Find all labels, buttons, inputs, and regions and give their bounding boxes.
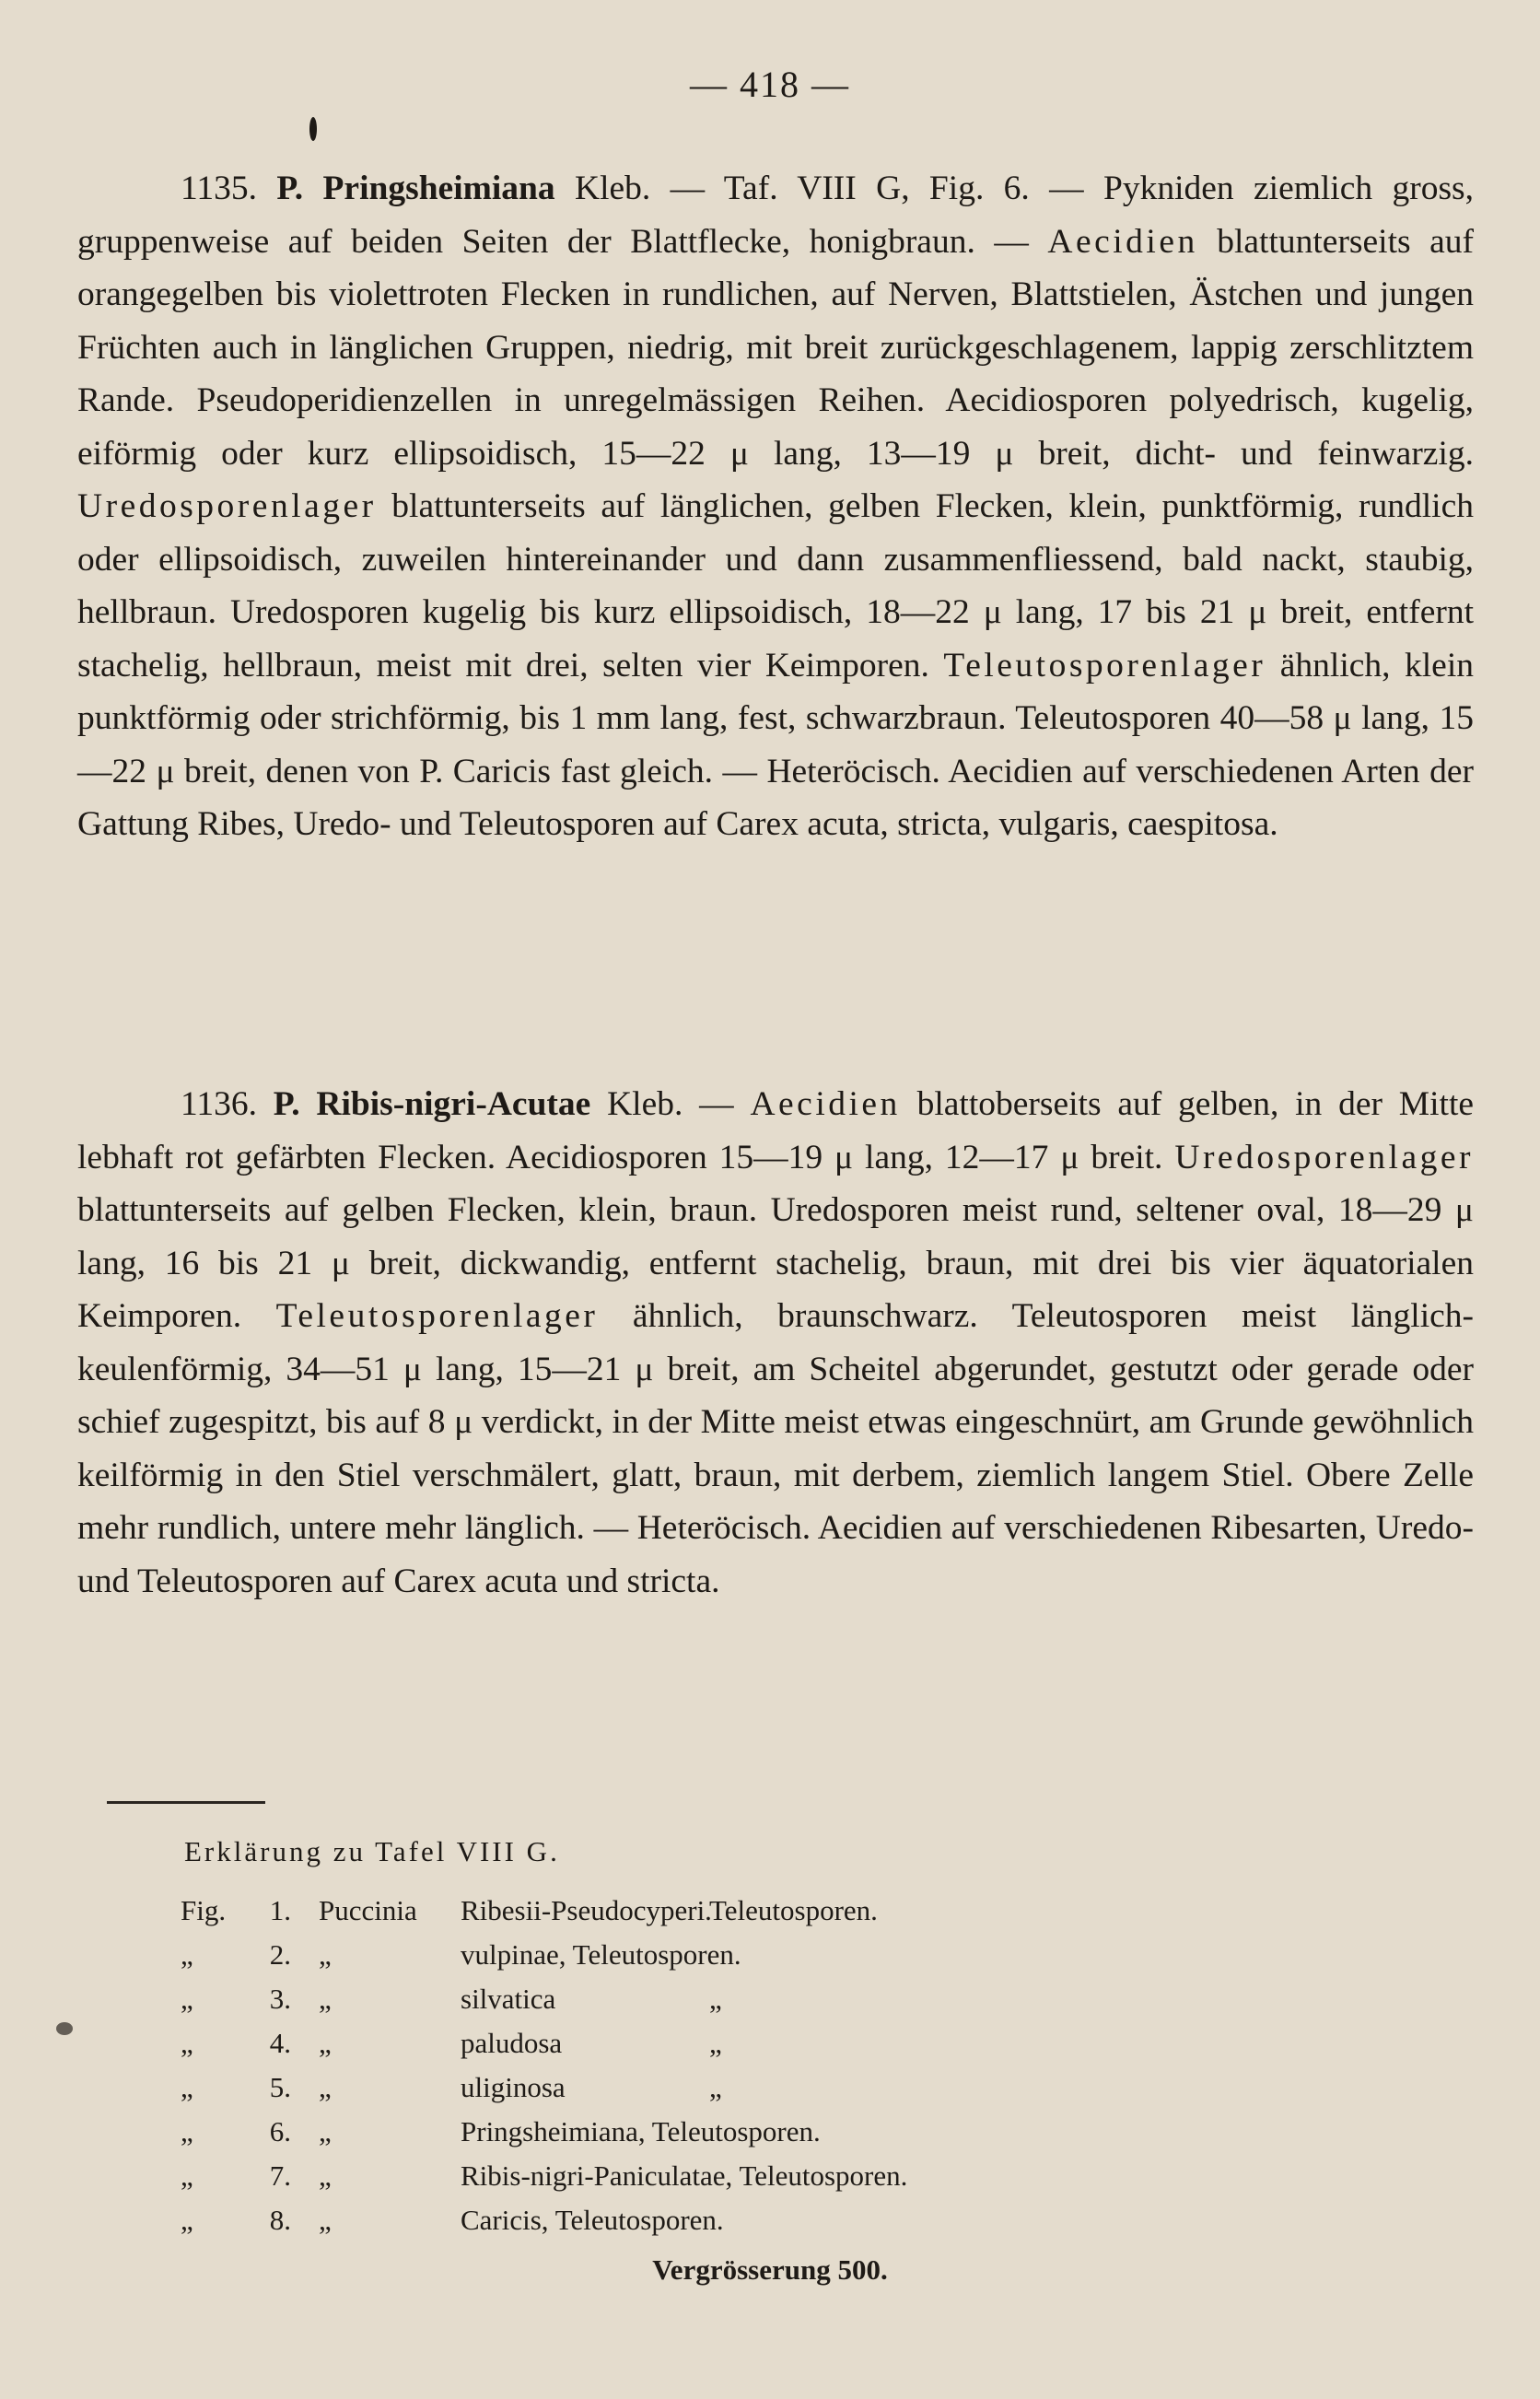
entry-number: 1136.: [181, 1085, 257, 1123]
spore-stage-term: Teleutosporenlager: [943, 646, 1266, 685]
legend-species: Ribis-nigri-Paniculatae, Teleutosporen.: [461, 2159, 908, 2192]
legend-genus: „: [319, 1938, 332, 1971]
spore-stage-term: Aecidien: [750, 1085, 901, 1123]
legend-title: Erklärung zu Tafel VIII G.: [184, 1835, 560, 1867]
legend-genus: „: [319, 2071, 332, 2103]
entry-text: blattunterseits auf orangegelben bis violettroten Flecken in rundlichen, auf Nerven, Blattstielen, Ästchen und jungen Früchten auch in länglichen Gruppen, niedrig, mit breit zurückgeschlagenem, lappig zerschlitztem Rande. Pseudoperidienzellen in unregelmässigen Reihen. Aecidiosporen polyedrisch, kugelig, eiförmig oder kurz ellipsoidisch, 15—22 μ lang, 13—19 μ breit, dicht- und feinwarzig.: [77, 222, 1474, 473]
legend-num: 4.: [269, 2027, 291, 2059]
magnification-note: Vergrösserung 500.: [652, 2253, 888, 2286]
legend-extra: „: [709, 2027, 722, 2059]
legend-species: paludosa: [461, 2027, 563, 2059]
species-name: P. Ribis-nigri-Acutae: [273, 1085, 591, 1123]
ink-speck: [309, 117, 317, 141]
legend-prefix: „: [181, 1938, 193, 1971]
legend-prefix: „: [181, 2027, 193, 2059]
legend-genus: „: [319, 2027, 332, 2059]
legend-prefix: „: [181, 2159, 193, 2192]
entry-text: ähnlich, klein punktförmig oder strichförmig, bis 1 mm lang, fest, schwarzbraun. Teleutosporen 40—58 μ lang, 15—22 μ breit, denen von P. Caricis fast gleich. — Heteröcisch. Aecidien auf verschiedenen Arten der Gattung Ribes, Uredo- und Teleutosporen auf Carex acuta, stricta, vulgaris, caespitosa.: [77, 646, 1474, 843]
legend-num: 7.: [269, 2159, 291, 2192]
legend-prefix: „: [181, 1983, 193, 2015]
legend-species: vulpinae, Teleutosporen.: [461, 1938, 741, 1971]
legend-extra: Teleutosporen.: [709, 1894, 878, 1926]
legend-num: 3.: [269, 1983, 291, 2015]
legend-genus: „: [319, 2159, 332, 2192]
entry-text: Kleb. —: [590, 1085, 751, 1123]
legend-genus: „: [319, 2204, 332, 2236]
spore-stage-term: Uredosporenlager: [1174, 1138, 1474, 1176]
legend-species: Ribesii-Pseudocyperi.: [461, 1894, 712, 1926]
legend-num: 1.: [269, 1894, 291, 1926]
legend-prefix: Fig.: [181, 1894, 227, 1926]
entry-paragraph: [77, 1078, 1474, 1608]
legend-prefix: „: [181, 2204, 193, 2236]
legend-species: uliginosa: [461, 2071, 566, 2103]
legend-prefix: „: [181, 2115, 193, 2147]
spore-stage-term: Aecidien: [1047, 222, 1198, 261]
legend-extra: „: [709, 1983, 722, 2015]
entry-text: Kleb. — Taf. VIII G, Fig. 6. — Pykniden ziemlich gross, gruppenweise auf beiden Seiten der Blattflecke, honigbraun. —: [77, 170, 1475, 261]
entry-paragraph: [77, 162, 1474, 851]
legend-num: 8.: [269, 2204, 291, 2236]
entry-text: blattunterseits auf länglichen, gelben Flecken, klein, punktförmig, rundlich oder ellipsoidisch, zuweilen hintereinander und dann zusammenfliessend, bald nackt, staubig, hellbraun. Uredosporen kugelig bis kurz ellipsoidisch, 18—22 μ lang, 17 bis 21 μ breit, entfernt stachelig, hellbraun, meist mit drei, selten vier Keimporen.: [77, 487, 1474, 685]
spore-stage-term: Teleutosporenlager: [275, 1297, 599, 1335]
legend-num: 5.: [269, 2071, 291, 2103]
ink-speck: [56, 2022, 73, 2035]
legend-species: Caricis, Teleutosporen.: [461, 2204, 724, 2236]
entry-text: blattunterseits auf gelben Flecken, klein, braun. Uredosporen meist rund, seltener oval, 18—29 μ lang, 16 bis 21 μ breit, dickwandig, entfernt stachelig, braun, mit drei bis vier äquatorialen Keimporen.: [77, 1191, 1474, 1335]
legend-genus: „: [319, 2115, 332, 2147]
legend-extra: „: [709, 2071, 722, 2103]
species-name: P. Pringsheimiana: [276, 170, 555, 207]
section-divider: [107, 1801, 265, 1804]
legend-num: 2.: [269, 1938, 291, 1971]
legend-species: Pringsheimiana, Teleutosporen.: [461, 2115, 821, 2147]
page-number: — 418 —: [690, 64, 850, 105]
entry-number: 1135.: [181, 170, 257, 207]
legend-num: 6.: [269, 2115, 291, 2147]
legend-genus: Puccinia: [319, 1894, 417, 1926]
entry-1135: [77, 162, 1474, 851]
legend-genus: „: [319, 1983, 332, 2015]
legend-species: silvatica: [461, 1983, 556, 2015]
spore-stage-term: Uredosporenlager: [77, 487, 377, 525]
entry-text: ähnlich, braunschwarz. Teleutosporen meist länglich-keulenförmig, 34—51 μ lang, 15—21 μ breit, am Scheitel abgerundet, gestutzt oder gerade oder schief zugespitzt, bis auf 8 μ verdickt, in der Mitte meist etwas eingeschnürt, am Grunde gewöhnlich keilförmig in den Stiel verschmälert, glatt, braun, mit derbem, ziemlich langem Stiel. Obere Zelle mehr rundlich, untere mehr länglich. — Heteröcisch. Aecidien auf verschiedenen Ribesarten, Uredo- und Teleutosporen auf Carex acuta und stricta.: [77, 1297, 1475, 1600]
entry-1136: [77, 1078, 1474, 1608]
entry-text: blattoberseits auf gelben, in der Mitte lebhaft rot gefärbten Flecken. Aecidiosporen 15—19 μ lang, 12—17 μ breit.: [77, 1085, 1475, 1176]
legend-prefix: „: [181, 2071, 193, 2103]
